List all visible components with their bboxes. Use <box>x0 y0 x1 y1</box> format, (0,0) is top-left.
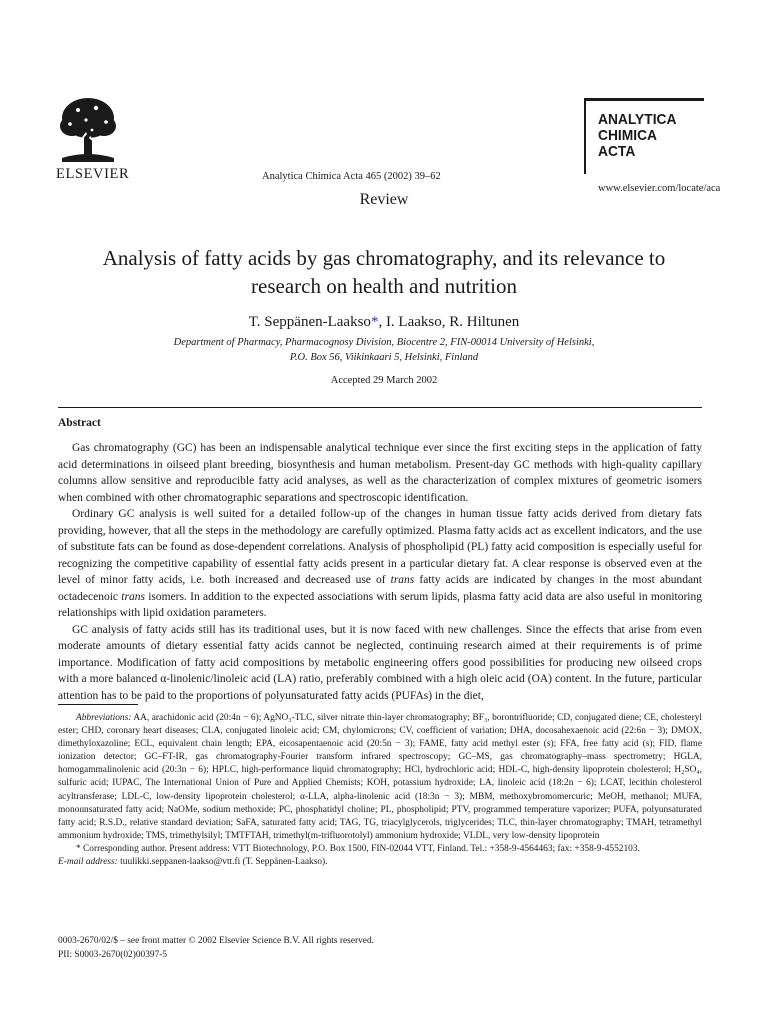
article-type: Review <box>359 191 409 208</box>
copyright-block <box>58 935 374 962</box>
email-address-link[interactable]: tuulikki.seppanen-laakso@vtt.fi (T. Seppänen-Laakso). <box>117 857 328 868</box>
abstract-text: isomers. In addition to the expected associations with serum lipids, plasma fatty acid data are also useful in monitoring relationships with lipid oxidation parameters. <box>58 590 702 619</box>
email-footnote <box>58 856 702 869</box>
abstract-paragraph: GC analysis of fatty acids still has its traditional uses, but it is now faced with new challenges. Since the effects that arise from even moderate amounts of dietary essential fatty acids cannot be neglected, continuing research aimed at their requirements is of prime importance. Modification of fatty acid compositions by metabolic engineering offers good possibilities for producing new oilseed crops with a more balanced α-linolenic/linoleic acid (LA) ratio, preferably combined with a high oleic acid (OA) content. In the future, particular attention has to be paid to the proportions of polyunsaturated fatty acids (PUFAs) in the diet, <box>58 623 702 702</box>
author-names-rest: , I. Laakso, R. Hiltunen <box>378 314 520 330</box>
footnotes <box>58 712 702 869</box>
journal-brand-line: CHIMICA <box>598 127 658 144</box>
publisher-name: ELSEVIER <box>56 166 130 182</box>
brand-border-left <box>584 100 586 174</box>
abstract-text: fatty acids are indicated by changes in the most abundant octadecenoic <box>58 574 702 603</box>
article-title: Analysis of fatty acids by gas chromatography, and its relevance to research on health and nutrition <box>102 246 666 298</box>
abstract-heading: Abstract <box>58 417 101 429</box>
abbreviations-text: AA, arachidonic acid (20:4n − 6); AgNO₃-TLC, silver nitrate thin-layer chromatography; BF₃, borontrifluoride; CD, conjugated diene; CE, cholesteryl ester; CHD, coronary heart diseases; CLA, conjugated linoleic acid; CM, chylomicrons; CV, coefficient of variation; DHA, docosahexaenoic acid (22:6n − 3); DMOX, dimethyloxazoline; ECL, equivalent chain length; EPA, eicosapentaenoic acid (20:5n − 3); FAME, fatty acid methyl ester (s); FFA, free fatty acid (s); FID, flame ionization detector; GC–FT-IR, gas chromatography-Fourier transform infrared spectroscopy; GC–MS, gas chromatography–mass spectrometry; HGLA, homogammalinolenic acid (20:3n − 6); HPLC, high-performance liquid chromatography; HCl, hydrochloric acid; HDL-C, high-density lipoprotein cholesterol; H₂SO₄, sulfuric acid; IUPAC, The International Union of Pure and Applied Chemists; KOH, potassium hydroxide; LA, linoleic acid (18:2n − 6); LCAT, lecithin cholesterol acyltransferase; LDL-C, low-density lipoprotein cholesterol; α-LLA, alpha-linolenic acid (18:3n − 3); MBM, methoxybromomercuric; MeOH, methanol; MUFA, monounsaturated fatty acid; NaOMe, sodium methoxide; PC, phosphatidyl choline; PL, phospholipid; PTV, programmed temperature vaporizer; PUFA, polyunsaturated fatty acid; R.S.D., relative standard deviation; SaFA, saturated fatty acid; TAG, TG, triacylglycerols, triglycerides; TLC, thin-layer chromatography; TMAH, tetramethyl ammonium hydroxide; TMS, trimethylsilyl; TMTFTAH, trimethyl(m-trifluorotolyl) ammonium hydroxide; VLDL, very low-density lipoprotein <box>58 713 702 841</box>
author-name: T. Seppänen-Laakso <box>248 314 371 330</box>
journal-url: www.elsevier.com/locate/aca <box>598 183 721 194</box>
abstract-text: Ordinary GC analysis is well suited for a detailed follow-up of the changes in human tissue fatty acids derived from dietary fats providing, however, that all the steps in the methodology are carefully optimized. Plasma fatty acids act as excellent indicators, and the use of substitute fats can be found as dose-dependent correlations. Analysis of phospholipid (PL) fatty acid composition is especially useful for recognizing the competitive capability of essential fatty acids present in a particular dietary fat. A clear response is observed even at the level of minor fatty acids, i.e. both increased and decreased use of <box>58 508 702 586</box>
footnote-divider <box>58 704 138 705</box>
affiliation-line: Department of Pharmacy, Pharmacognosy Division, Biocentre 2, FIN-00014 University of Helsinki, <box>173 337 595 348</box>
journal-brand-line: ANALYTICA <box>598 111 677 128</box>
author-list <box>0 314 768 331</box>
elsevier-tree-logo <box>58 96 118 164</box>
abstract-italic: trans <box>121 590 145 603</box>
abbreviations-footnote <box>58 712 702 843</box>
affiliation-line: P.O. Box 56, Viikinkaari 5, Helsinki, Finland <box>289 351 479 363</box>
abstract-paragraph <box>58 506 702 622</box>
abstract-italic: trans <box>390 574 415 586</box>
journal-brand-line: ACTA <box>598 143 636 160</box>
author-affiliation <box>0 336 768 365</box>
pii-line: PII: S0003-2670(02)00397-5 <box>58 949 168 960</box>
email-label: E-mail address: <box>58 857 118 868</box>
divider <box>58 407 702 408</box>
brand-border-top <box>584 98 704 101</box>
journal-brand-logo <box>598 112 676 160</box>
abstract-body <box>58 440 702 704</box>
copyright-line: 0003-2670/02/$ – see front matter © 2002 Elsevier Science B.V. All rights reserved. <box>58 936 374 946</box>
corresponding-author-link[interactable]: * <box>370 314 379 330</box>
abbreviations-label: Abbreviations: <box>76 713 132 723</box>
journal-citation: Analytica Chimica Acta 465 (2002) 39–62 <box>262 171 441 182</box>
abstract-paragraph: Gas chromatography (GC) has been an indispensable analytical technique ever since the first exciting steps in the application of fatty acid determinations in oilseed plant breeding, biosynthesis and human metabolism. Present-day GC methods with high-quality capillary columns allow sensitive and reproducible fatty acid analyses, as well as the characterization of complex mixtures of geometric isomers when combined with other chromatographic separations and spectroscopic identification. <box>58 442 702 504</box>
accepted-date: Accepted 29 March 2002 <box>330 375 438 386</box>
corresponding-author-footnote: * Corresponding author. Present address: VTT Biotechnology, P.O. Box 1500, FIN-02044 VTT, Finland. Tel.: +358-9-4564463; fax: +358-9-4552103. <box>76 843 640 854</box>
